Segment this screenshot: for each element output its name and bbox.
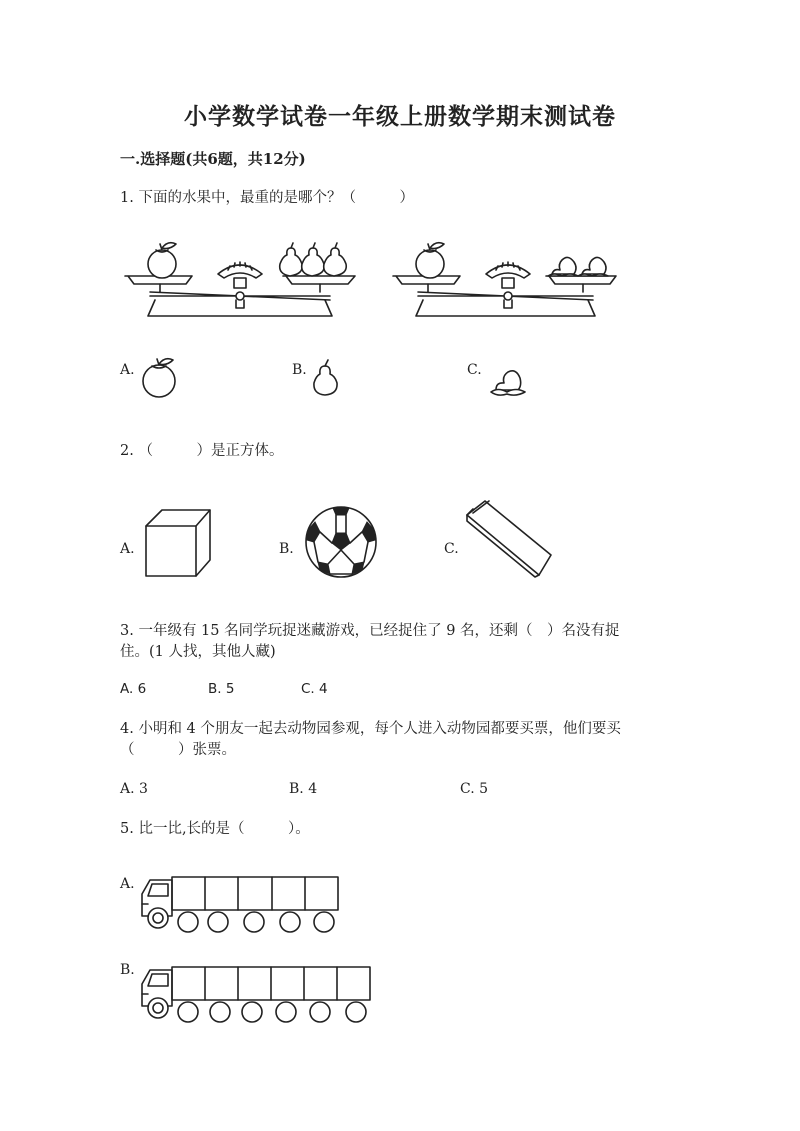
q4-option-b[interactable]: B. 4 <box>289 781 318 797</box>
q3-option-b[interactable]: B. 5 <box>208 681 235 697</box>
soccer-ball-icon[interactable] <box>300 502 382 582</box>
truck-6-compartments-icon[interactable] <box>138 962 374 1026</box>
q5-option-a-label: A. <box>120 876 135 892</box>
balance-scale-apple-vs-peaches <box>388 238 623 324</box>
truck-5-compartments-icon[interactable] <box>138 872 343 936</box>
cube-icon[interactable] <box>138 502 218 582</box>
q5-option-b-label: B. <box>120 962 135 978</box>
peach-icon[interactable] <box>488 368 528 398</box>
section-heading: 一.选择题(共6题，共12分) <box>120 150 306 168</box>
question-4-text-line2: （ ）张票。 <box>120 742 236 758</box>
question-4-text-line1: 4. 小明和 4 个朋友一起去动物园参观，每个人进入动物园都要买票，他们要买 <box>120 721 621 737</box>
question-5-text: 5. 比一比,长的是（ ）。 <box>120 821 310 837</box>
q1-option-a-label: A. <box>120 362 135 378</box>
q3-option-a[interactable]: A. 6 <box>120 681 147 697</box>
page-title: 小学数学试卷一年级上册数学期末测试卷 <box>184 103 616 130</box>
cuboid-icon[interactable] <box>463 497 555 579</box>
q1-option-b-label: B. <box>292 362 307 378</box>
q2-option-a-label: A. <box>120 541 135 557</box>
q4-option-c[interactable]: C. 5 <box>460 781 489 797</box>
question-2-text: 2. （ ）是正方体。 <box>120 443 284 459</box>
q4-option-a[interactable]: A. 3 <box>120 781 148 797</box>
q3-option-c[interactable]: C. 4 <box>301 681 328 697</box>
question-3-text-line2: 住。(1 人找，其他人藏) <box>120 644 276 660</box>
balance-scale-apple-vs-pears <box>120 238 365 324</box>
q2-option-c-label: C. <box>444 541 459 557</box>
apple-icon[interactable] <box>138 357 182 399</box>
pear-icon[interactable] <box>310 356 342 398</box>
question-1-text: 1. 下面的水果中，最重的是哪个？（ ） <box>120 190 414 206</box>
question-3-text-line1: 3. 一年级有 15 名同学玩捉迷藏游戏，已经捉住了 9 名，还剩（ ）名没有捉 <box>120 623 620 639</box>
q2-option-b-label: B. <box>279 541 294 557</box>
q1-option-c-label: C. <box>467 362 482 378</box>
